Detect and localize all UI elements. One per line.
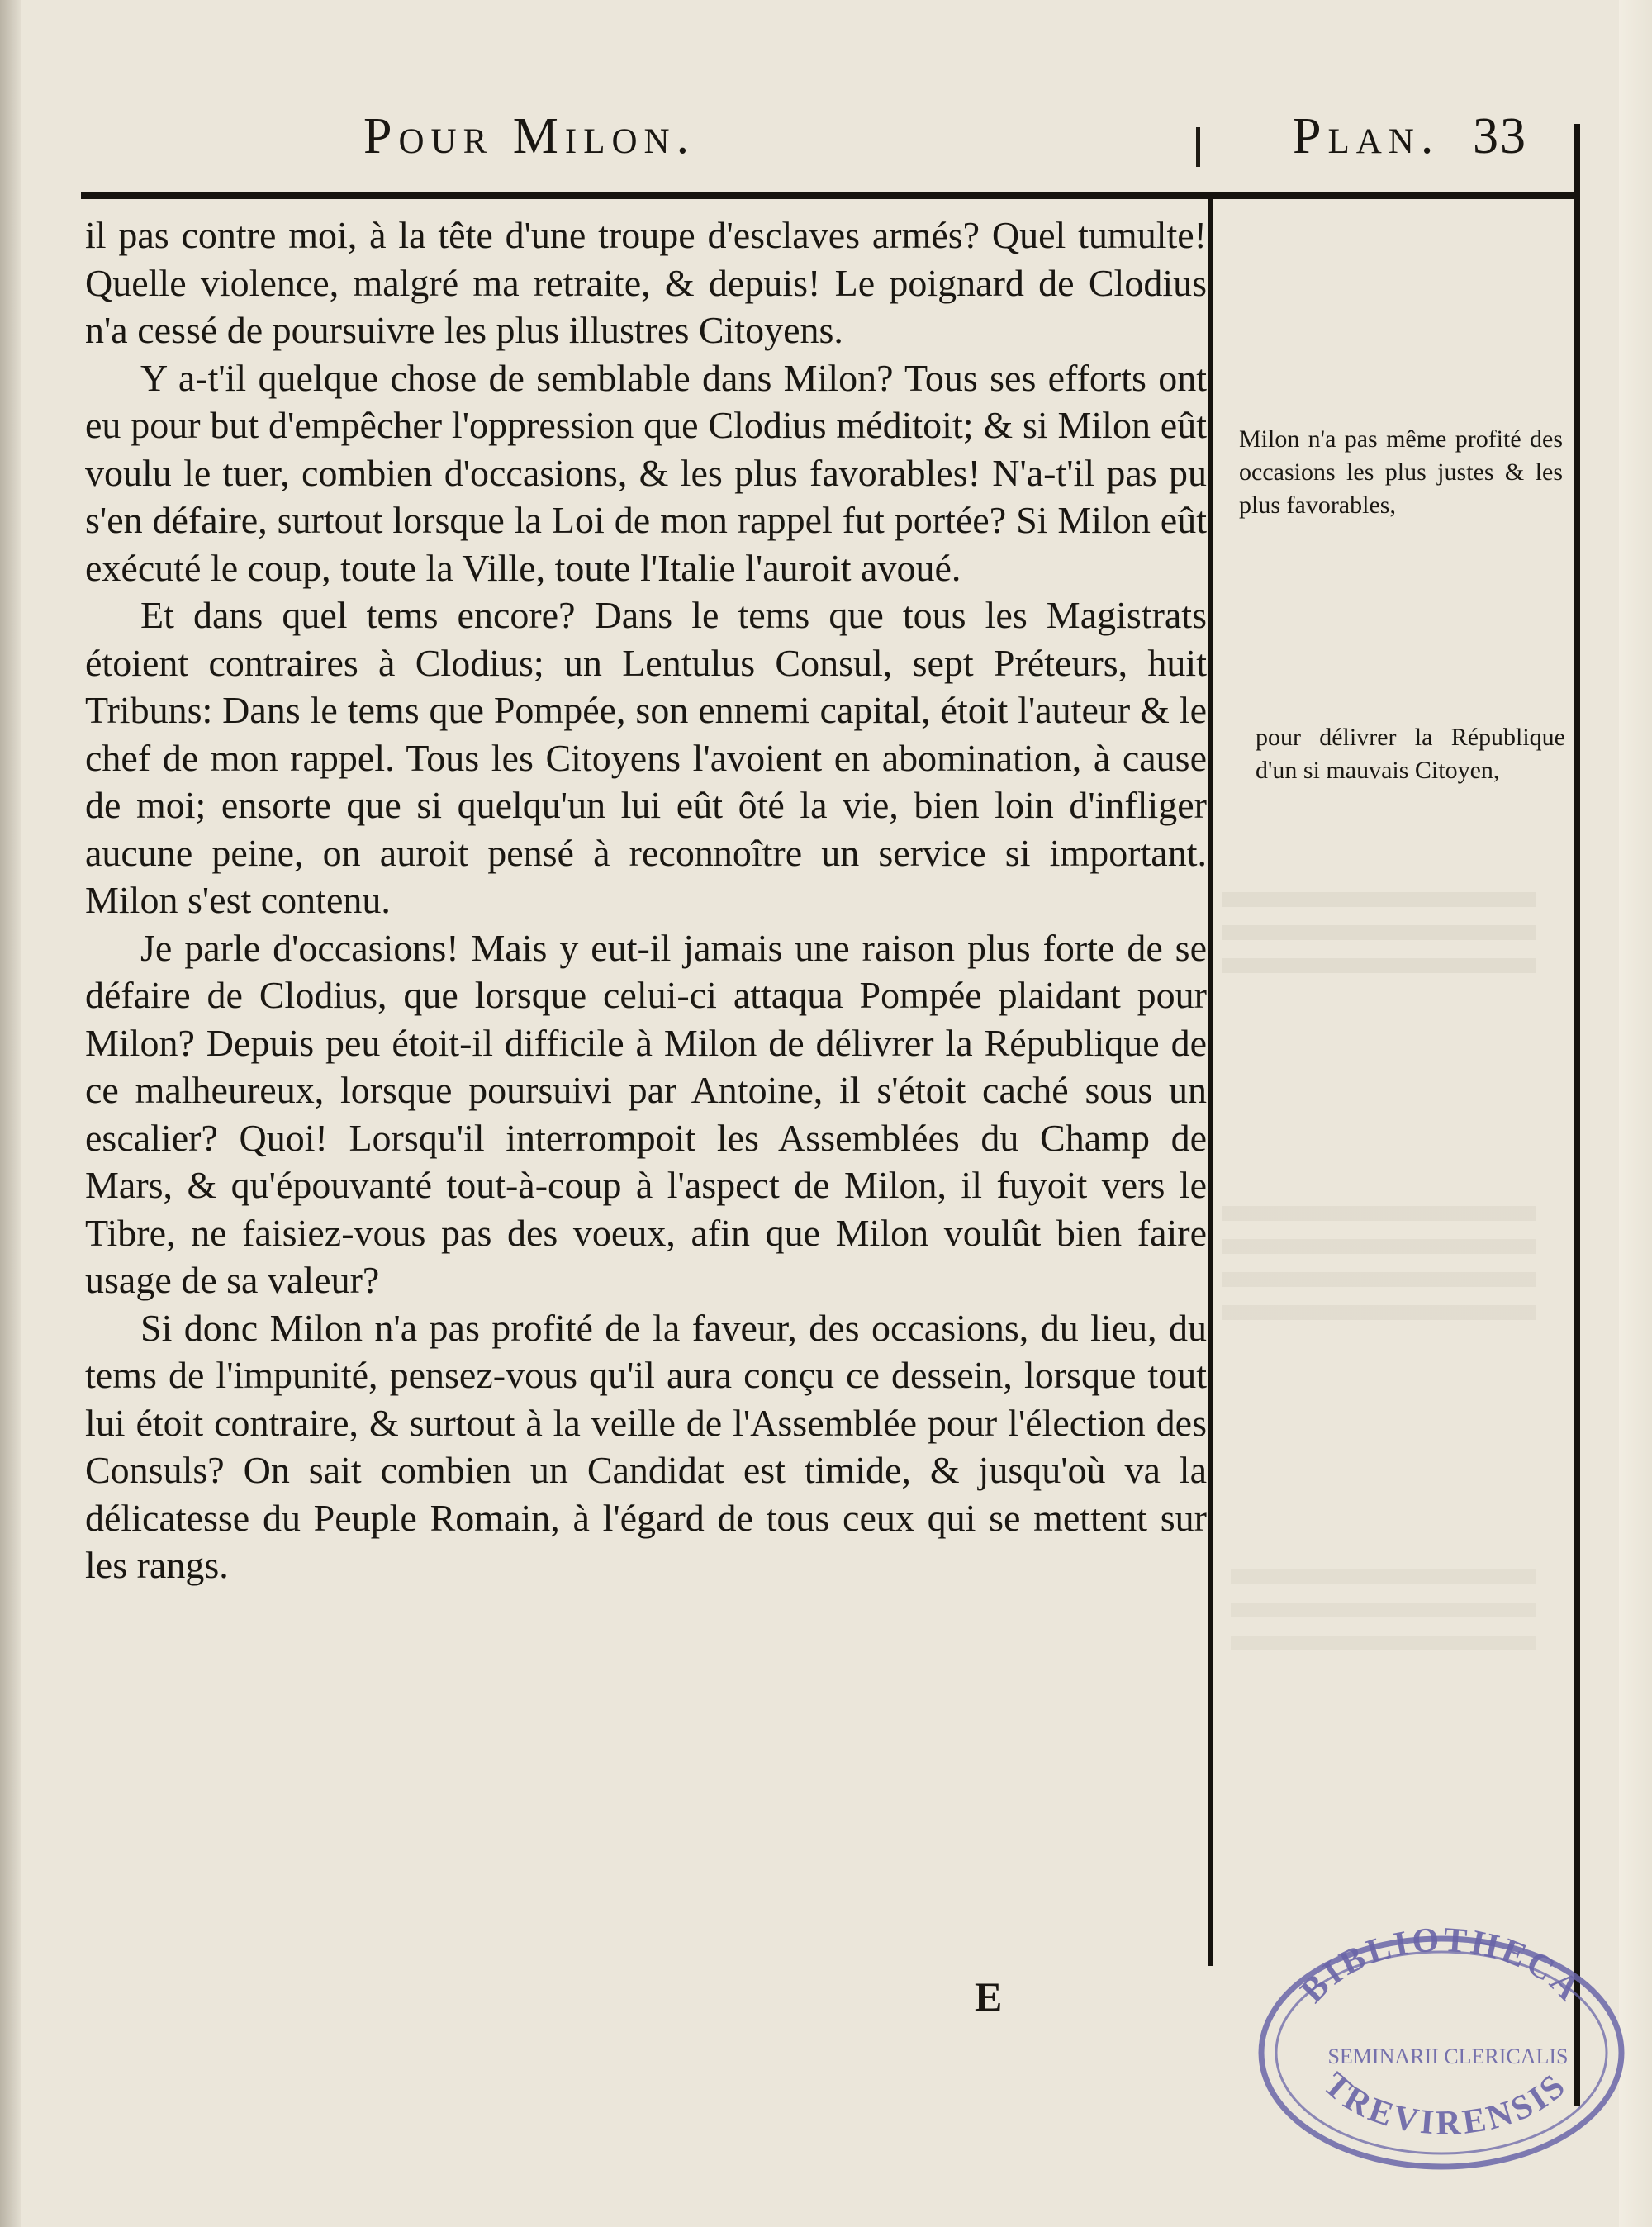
column-divider-rule (1208, 198, 1213, 1966)
paragraph-5: Si donc Milon n'a pas profité de la faveur, des occasions, du lieu, du tems de l'impunité, pensez-vous qu'il aura conçu ce dessein, lorsque tout lui étoit contraire, & surtout à la veille de l'Assemblée pour l'élection des Consuls? On sait combien un Candidat est timide, & jusqu'où va la délicatesse du Peuple Romain, à l'égard de tous ceux qui se mettent sur les rangs. (85, 1306, 1207, 1586)
running-title-left: Pour Milon. (363, 108, 696, 164)
paragraph-1: il pas contre moi, à la tête d'une troupe d'esclaves armés? Quel tumulte! Quelle violence, malgré ma retraite, & depuis! Le poignard de Clodius n'a cessé de poursuivre les plus illustres Citoyens. (85, 214, 1207, 351)
running-title-right: Plan. (1293, 108, 1441, 164)
page-edge (1619, 0, 1652, 2227)
gathering-signature: E (975, 1973, 1003, 2020)
header-rule (81, 192, 1578, 199)
library-stamp (1243, 1925, 1631, 2177)
header-divider-mark (1196, 127, 1200, 167)
main-text-column (85, 211, 1207, 1589)
bleed-through-texture (1231, 1569, 1536, 1652)
paragraph-2: Y a-t'il quelque chose de semblable dans Milon? Tous ses efforts ont eu pour but d'empêcher l'oppression que Clodius méditoit; & si Milon eût voulu le tuer, combien d'occasions, & les plus favorables! N'a-t'il pas pu s'en défaire, surtout lorsque la Loi de mon rappel fut portée? Si Milon eût exécuté le coup, toute la Ville, toute l'Italie l'auroit avoué. (85, 356, 1207, 589)
margin-border-rule (1574, 124, 1580, 2106)
paragraph-3: Et dans quel tems encore? Dans le tems que tous les Magistrats étoient contraires à Clodius; un Lentulus Consul, sept Préteurs, huit Tribuns: Dans le tems que Pompée, son ennemi capital, étoit l'auteur & le chef de mon rappel. Tous les Citoyens l'avoient en abomination, à cause de moi; ensorte que si quelqu'un lui eût ôté la vie, bien loin d'infliger aucune peine, on auroit pensé à reconnoître un service si important. Milon s'est contenu. (85, 594, 1207, 921)
margin-note-2: pour délivrer la République d'un si mauvais Citoyen, (1256, 724, 1565, 784)
margin-note-1: Milon n'a pas même profité des occasions les plus justes & les plus favorables, (1239, 425, 1563, 519)
bleed-through-texture (1222, 1206, 1536, 1322)
bleed-through-texture (1222, 892, 1536, 991)
stamp-text-bottom: TREVIRENSIS (1316, 2065, 1575, 2143)
stamp-text-top: BIBLIOTHECA (1293, 1925, 1589, 2011)
stamp-text-middle: SEMINARII CLERICALIS (1327, 2044, 1569, 2068)
paragraph-4: Je parle d'occasions! Mais y eut-il jamais une raison plus forte de se défaire de Clodius, que lorsque celui-ci attaqua Pompée plaidant pour Milon? Depuis peu étoit-il difficile à Milon de délivrer la République de ce malheureux, lorsque poursuivi par Antoine, il s'étoit caché sous un escalier? Quoi! Lorsqu'il interrompoit les Assemblées du Champ de Mars, & qu'épouvanté tout-à-coup à l'aspect de Milon, il fuyoit vers le Tibre, ne faisiez-vous pas des voeux, afin que Milon voulût bien faire usage de sa valeur? (85, 926, 1207, 1301)
running-header (0, 107, 1652, 182)
page-number: 33 (1473, 108, 1527, 164)
page-gutter-shadow (0, 0, 21, 2227)
